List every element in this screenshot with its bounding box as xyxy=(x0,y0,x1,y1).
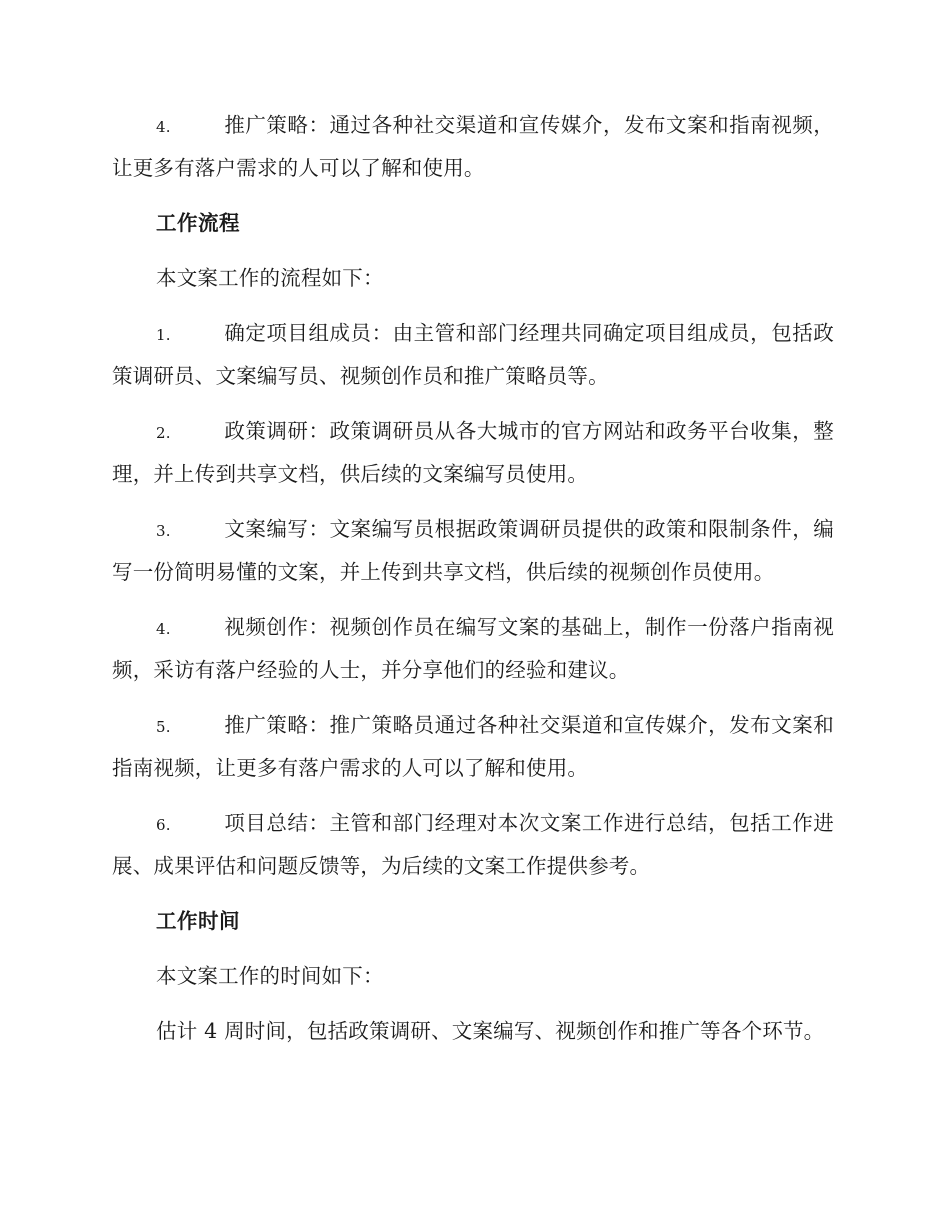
section-heading-schedule: 工作时间 xyxy=(156,909,240,933)
schedule-text: 估计 4 周时间，包括政策调研、文案编写、视频创作和推广等各个环节。 xyxy=(156,1019,825,1043)
list-item-text: 确定项目组成员：由主管和部门经理共同确定项目组成员，包括政策调研员、文案编写员、视频创作员和推广策略员等。 xyxy=(112,321,834,388)
document-page xyxy=(112,105,834,1066)
list-item-text: 视频创作：视频创作员在编写文案的基础上，制作一份落户指南视频，采访有落户经验的人士，并分享他们的经验和建议。 xyxy=(112,615,834,682)
list-item xyxy=(112,411,834,495)
list-item-number: 1. xyxy=(156,326,171,344)
list-item xyxy=(112,607,834,691)
list-item-text: 文案编写：文案编写员根据政策调研员提供的政策和限制条件，编写一份简明易懂的文案，并上传到共享文档，供后续的视频创作员使用。 xyxy=(112,517,834,584)
list-item xyxy=(112,105,834,189)
list-item xyxy=(112,803,834,887)
list-item-number: 6. xyxy=(156,816,171,834)
list-item-text: 项目总结：主管和部门经理对本次文案工作进行总结，包括工作进展、成果评估和问题反馈等，为后续的文案工作提供参考。 xyxy=(112,811,834,878)
list-item-text: 政策调研：政策调研员从各大城市的官方网站和政务平台收集，整理，并上传到共享文档，供后续的文案编写员使用。 xyxy=(112,419,834,486)
workflow-intro: 本文案工作的流程如下： xyxy=(156,266,384,290)
list-item-number: 3. xyxy=(156,522,171,540)
list-item xyxy=(112,313,834,397)
list-item-text: 推广策略：推广策略员通过各种社交渠道和宣传媒介，发布文案和指南视频，让更多有落户需求的人可以了解和使用。 xyxy=(112,713,834,780)
list-item-number: 5. xyxy=(156,718,171,736)
list-item-text: 推广策略：通过各种社交渠道和宣传媒介，发布文案和指南视频，让更多有落户需求的人可以了解和使用。 xyxy=(112,113,834,180)
list-item xyxy=(112,705,834,789)
list-item-number: 4. xyxy=(156,620,171,638)
section-heading-workflow: 工作流程 xyxy=(156,211,240,235)
schedule-intro: 本文案工作的时间如下： xyxy=(156,964,384,988)
list-item xyxy=(112,509,834,593)
list-item-number: 2. xyxy=(156,424,171,442)
list-item-number: 4. xyxy=(156,118,171,136)
